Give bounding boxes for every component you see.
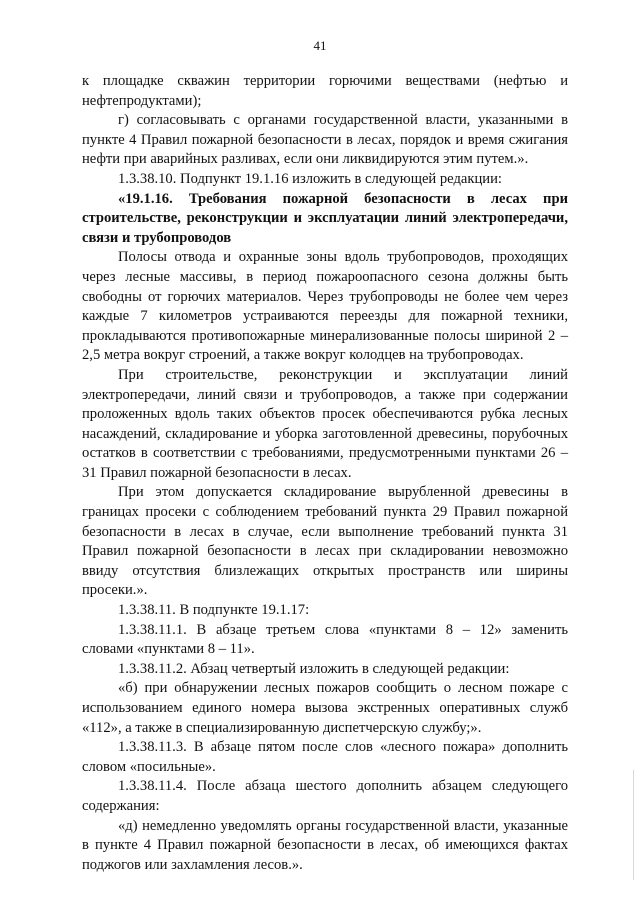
paragraph-1-3-38-11-4: 1.3.38.11.4. После абзаца шестого дополнить абзацем следующего содержания: [82,778,568,814]
section-heading-19-1-16: «19.1.16. Требования пожарной безопасности в лесах при строительстве, реконструкции и эксплуатации линий электропередачи, связи и трубопроводов [82,190,568,246]
paragraph-1-3-38-10: 1.3.38.10. Подпункт 19.1.16 изложить в следующей редакции: [118,170,502,187]
paragraph-item-d: «д) немедленно уведомлять органы государственной власти, указанные в пункте 4 Правил пожарной безопасности в лесах, об имеющихся фактах поджогов или захламления лесов.». [82,817,568,873]
paragraph-item-b: «б) при обнаружении лесных пожаров сообщить о лесном пожаре с использованием единого номера вызова экстренных оперативных служб «112», а также в специализированную диспетчерскую службу;». [82,680,568,736]
scan-edge-mark [633,770,634,880]
paragraph-1-3-38-11: 1.3.38.11. В подпункте 19.1.17: [118,602,310,619]
paragraph-construction: При строительстве, реконструкции и эксплуатации линий электропередачи, линий связи и трубопроводов, а также при содержании проложенных вдоль таких объектов просек обеспечиваются рубка лесных насаждений, складирование и уборка заготовленной древесины, порубочных остатков в соответствии с требованиями, предусмотренными пунктами 26 – 31 Правил пожарной безопасности в лесах. [82,366,568,481]
paragraph-item-g: г) согласовывать с органами государственной власти, указанными в пункте 4 Правил пожарной безопасности в лесах, порядок и время сжигания нефти при аварийных разливах, если они ликвидируются этим путем.». [82,112,568,168]
page-number: 41 [313,38,327,53]
paragraph-pipelines: Полосы отвода и охранные зоны вдоль трубопроводов, проходящих через лесные массивы, в период пожароопасного сезона должны быть свободны от горючих материалов. Через трубопроводы не более чем через каждые 7 километров устраиваются переезды для пожарной техники, прокладываются противопожарные минерализованные полосы шириной 2 – 2,5 метра вокруг строений, а также вокруг колодцев на трубопроводах. [82,249,568,364]
document-body [82,72,568,875]
paragraph-1-3-38-11-3: 1.3.38.11.3. В абзаце пятом после слов «лесного пожара» дополнить словом «посильные». [82,739,568,775]
paragraph-continuation: к площадке скважин территории горючими веществами (нефтью и нефтепродуктами); [82,73,568,109]
paragraph-storage: При этом допускается складирование вырубленной древесины в границах просеки с соблюдением требований пункта 29 Правил пожарной безопасности в лесах в случае, если выполнение требований пункта 31 Правил пожарной безопасности в лесах при складировании невозможно ввиду отсутствия близлежащих открытых пространств или ширины просеки.». [82,484,568,599]
paragraph-1-3-38-11-2: 1.3.38.11.2. Абзац четвертый изложить в следующей редакции: [118,660,510,677]
paragraph-1-3-38-11-1: 1.3.38.11.1. В абзаце третьем слова «пунктами 8 – 12» заменить словами «пунктами 8 – 11». [82,621,568,658]
